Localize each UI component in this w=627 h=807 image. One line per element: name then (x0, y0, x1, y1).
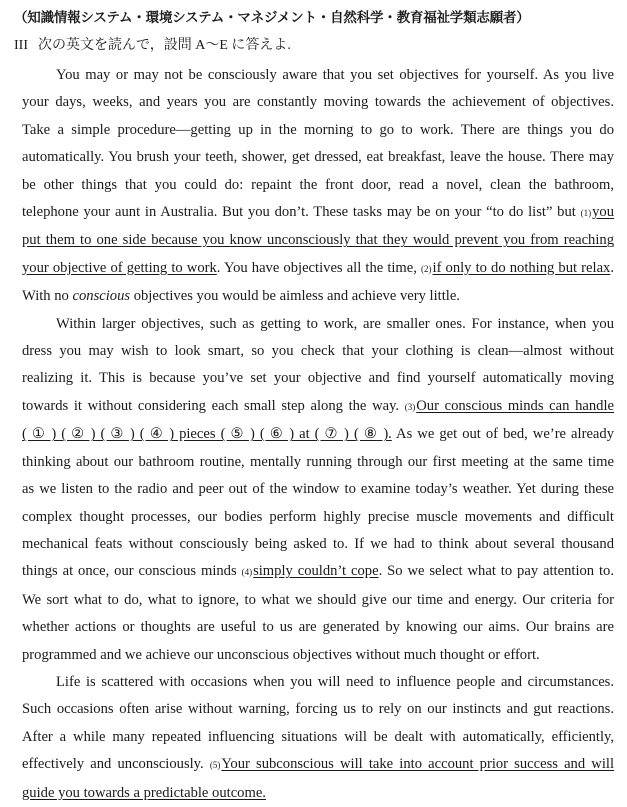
passage-line: After a while many repeated influencing situations will be dealt with automatically, efficiently, (22, 728, 614, 745)
line-text: With no (22, 288, 73, 305)
passage-line: You may or may not be consciously aware that you set objectives for yourself. As you live (56, 67, 614, 83)
passage-line: be other things that you could do: repaint the front door, read a novel, clean the bathroom, (22, 176, 614, 193)
line-text: . So we select what to pay attention to. (378, 563, 615, 580)
underline-number-1: (1) (580, 208, 592, 219)
passage-line: We sort what to do, what to ignore, to what we should give our time and energy. Our criteria for (22, 591, 614, 608)
line-text: telephone your aunt in Australia. But you don’t. These tasks may be on your “to do list” but (22, 204, 581, 221)
underlined-phrase-1-end: your objective of getting to work (22, 259, 217, 276)
exam-header: （知識情報システム・環境システム・マネジメント・自然科学・教育福祉学類志願者） (14, 10, 530, 26)
underlined-phrase-5-end: guide you towards a predictable outcome. (22, 784, 266, 801)
paragraph-1 (22, 62, 614, 311)
passage-line: thinking about our bathroom routine, mentally running through our first meeting at the same time (22, 453, 614, 470)
line-text: effectively and unconsciously. (22, 756, 210, 773)
underlined-phrase-5: Your subconscious will take into account prior success and will (221, 756, 615, 773)
line-text: objectives you would be aimless and achieve very little. (130, 288, 460, 305)
passage-line: your days, weeks, and years you are constantly moving towards the achievement of objectives. (22, 94, 614, 111)
passage-line (22, 283, 614, 310)
passage-line: mechanical feats without consciously being asked to. If we had to think about several thousand (22, 535, 614, 552)
underline-number-2: (2) (421, 263, 432, 274)
passage-line: Within larger objectives, such as getting to work, are smaller ones. For instance, when you (56, 315, 614, 332)
passage-line: realizing it. This is because you’ve set your objective and find yourself automatically moving (22, 370, 614, 387)
passage-line: as we listen to the radio and peer out of the window to examine today’s weather. Yet during these (22, 481, 614, 498)
instruction-text: 次の英文を読んで，設問 A～E に答えよ. (38, 38, 291, 53)
passage-line (22, 558, 614, 586)
passage-line (22, 751, 614, 779)
passage-line: dress you may wish to look smart, so you check that your clothing is clean—almost without (22, 343, 614, 360)
question-instruction (14, 34, 291, 54)
passage-line: Take a simple procedure—getting up in the morning to go to work. There are things you do (22, 121, 614, 138)
passage-line: Life is scattered with occasions when you will need to influence people and circumstances. (56, 673, 614, 690)
passage-line: programmed and we achieve our unconscious objectives without much thought or effort. (22, 646, 540, 663)
underlined-phrase-2: if only to do nothing but relax (432, 259, 611, 276)
line-text: As we get out of bed, we’re already (391, 426, 614, 443)
paragraph-2 (22, 311, 614, 669)
line-text: things at once, our conscious minds (22, 563, 242, 580)
section-number: III (14, 38, 28, 53)
underline-number-5: (5) (209, 760, 221, 771)
passage-line: whether actions or thoughts are useful to us are generated by knowing our aims. Our brains are (22, 619, 614, 636)
underlined-phrase-3: Our conscious minds can handle (416, 397, 614, 414)
line-text: . You have objectives all the time, (216, 259, 422, 276)
underline-number-3: (3) (404, 401, 416, 412)
passage-line: complex thought processes, our bodies perform highly precise muscle movements and difficult (22, 508, 614, 525)
underline-number-4: (4) (241, 567, 253, 578)
passage-line: automatically. You brush your teeth, shower, get dressed, eat breakfast, leave the house. There may (22, 149, 614, 166)
underlined-phrase-1-cont: put them to one side because you know unconsciously that they would prevent you from reaching (22, 232, 614, 249)
passage-line: Such occasions often arise without warning, forcing us to rely on our instincts and gut reactions. (22, 701, 614, 718)
passage-line (22, 421, 614, 448)
reading-passage (22, 62, 614, 807)
underlined-phrase-4: simply couldn’t cope (253, 563, 379, 580)
passage-line (22, 227, 614, 254)
paragraph-3 (22, 669, 614, 807)
underlined-phrase-1: you (592, 204, 614, 221)
line-text: . (610, 259, 614, 276)
line-text: towards it without considering each small step along the way. (22, 397, 405, 414)
italic-word: conscious (72, 288, 131, 305)
passage-line (22, 780, 614, 807)
passage-line (22, 255, 614, 283)
reorder-blanks: ( ① ) ( ② ) ( ③ ) ( ④ ) pieces ( ⑤ ) ( ⑥ ) at ( ⑦ ) ( ⑧ ). (22, 426, 392, 443)
passage-line (22, 393, 614, 421)
passage-line (22, 199, 614, 227)
